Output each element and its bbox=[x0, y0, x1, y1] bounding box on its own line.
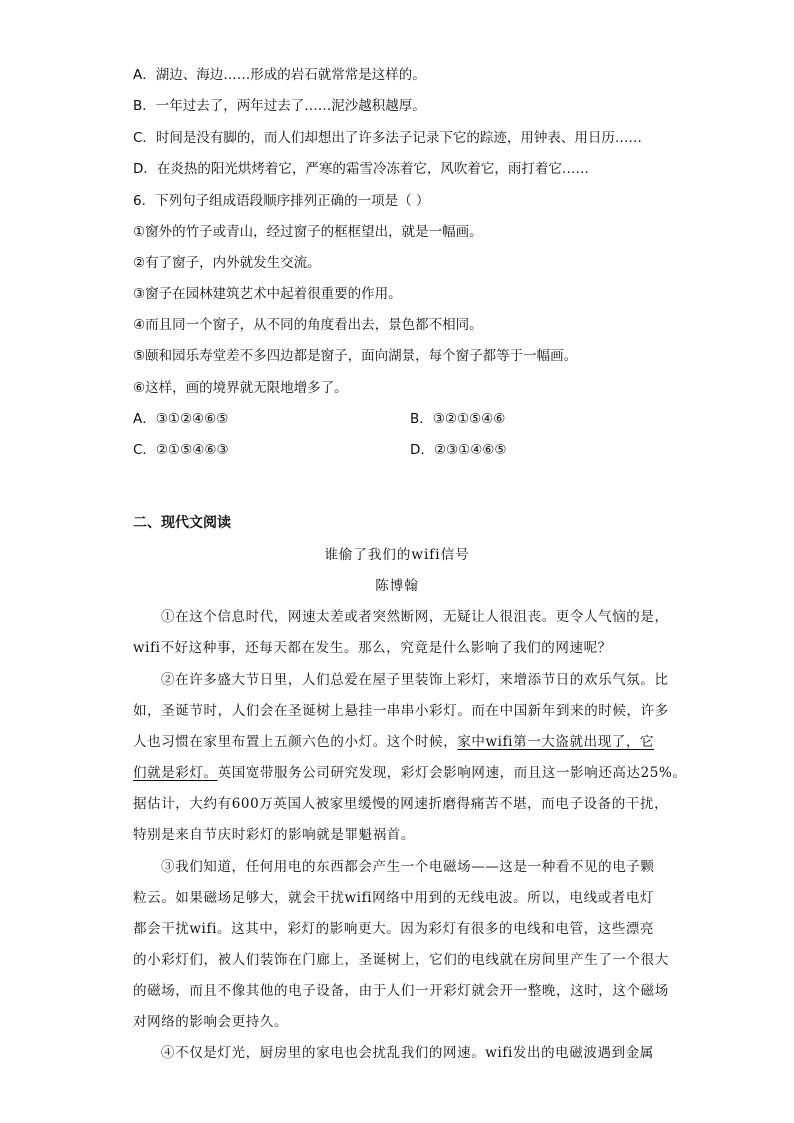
q5-option-c: C．时间是没有脚的，而人们却想出了许多法子记录下它的踪迹，用钟表、用日历…… bbox=[133, 130, 642, 146]
p2-underlined-2: 们就是彩灯。 bbox=[133, 765, 218, 781]
p2-line-4 bbox=[133, 763, 687, 783]
q6-sentence-1: ①窗外的竹子或青山，经过窗子的框框望出，就是一幅画。 bbox=[133, 224, 483, 240]
p3-line-1: ③我们知道，任何用电的东西都会产生一个电磁场——这是一种看不见的电子颗 bbox=[161, 859, 655, 875]
q6-option-d: D．②③①④⑥⑤ bbox=[410, 442, 507, 458]
p4-line-1: ④不仅是灯光，厨房里的家电也会扰乱我们的网速。wifi发出的电磁波遇到金属 bbox=[161, 1045, 654, 1061]
p2-line-5: 据估计，大约有600万英国人被家里缓慢的网速折磨得痛苦不堪，而电子设备的干扰， bbox=[133, 796, 669, 812]
q5-option-b: B．一年过去了，两年过去了……泥沙越积越厚。 bbox=[133, 98, 426, 114]
q6-sentence-3: ③窗子在园林建筑艺术中起着很重要的作用。 bbox=[133, 286, 402, 302]
q6-option-a: A．③①②④⑥⑤ bbox=[133, 411, 229, 427]
q6-sentence-5: ⑤颐和园乐寿堂差不多四边都是窗子，面向湖景，每个窗子都等于一幅画。 bbox=[133, 348, 578, 364]
p2-line-1: ②在许多盛大节日里，人们总爱在屋子里装饰上彩灯，来增添节日的欢乐气氛。比 bbox=[161, 672, 669, 688]
p3-line-2: 粒云。如果磁场足够大，就会干扰wifi网络中用到的无线电波。所以，电线或者电灯 bbox=[133, 890, 655, 906]
q6-stem: 6．下列句子组成语段顺序排列正确的一项是（ ） bbox=[133, 193, 430, 209]
q6-sentence-2: ②有了窗子，内外就发生交流。 bbox=[133, 255, 321, 271]
q6-option-b: B．③②①⑤④⑥ bbox=[410, 411, 506, 427]
p3-line-6: 对网络的影响会更持久。 bbox=[133, 1014, 289, 1030]
article-title: 谁偷了我们的wifi信号 bbox=[324, 547, 470, 563]
p3-line-5: 的磁场，而且不像其他的电子设备，由于人们一开彩灯就会开一整晚，这时，这个磁场 bbox=[133, 983, 669, 999]
p2-line-2: 如，圣诞节时，人们会在圣诞树上悬挂一串串小彩灯。而在中国新年到来的时候，许多 bbox=[133, 703, 669, 719]
p1-line-2: wifi不好这种事，还每天都在发生。那么，究竟是什么影响了我们的网速呢？ bbox=[133, 640, 612, 656]
p2-line-3-text: 人也习惯在家里布置上五颜六色的小灯。这个时候， bbox=[133, 734, 458, 750]
section-title: 二、现代文阅读 bbox=[133, 515, 231, 531]
p3-line-4: 的小彩灯们，被人们装饰在门廊上，圣诞树上，它们的电线就在房间里产生了一个很大 bbox=[133, 952, 669, 968]
q6-sentence-6: ⑥这样，画的境界就无限地增多了。 bbox=[133, 380, 348, 396]
p3-line-3: 都会干扰wifi。这其中，彩灯的影响更大。因为彩灯有很多的电线和电管，这些漂亮 bbox=[133, 921, 655, 937]
q6-option-c: C．②①⑤④⑥③ bbox=[133, 442, 229, 458]
p2-line-4-text: 英国宽带服务公司研究发现，彩灯会影响网速，而且这一影响还高达25%。 bbox=[217, 765, 687, 781]
q5-option-a: A．湖边、海边……形成的岩石就常常是这样的。 bbox=[133, 67, 426, 83]
q5-option-d: D．在炎热的阳光烘烤着它，严寒的霜雪冷冻着它，风吹着它，雨打着它…… bbox=[133, 161, 589, 177]
article-author: 陈博翰 bbox=[375, 578, 419, 594]
q6-sentence-4: ④而且同一个窗子，从不同的角度看出去，景色都不相同。 bbox=[133, 317, 483, 333]
p2-line-3 bbox=[133, 732, 654, 752]
p2-line-6: 特别是来自节庆时彩灯的影响就是罪魁祸首。 bbox=[133, 827, 415, 843]
p2-underlined-1: 家中wifi第一大盗就出现了，它 bbox=[457, 734, 655, 750]
p1-line-1: ①在这个信息时代，网速太差或者突然断网，无疑让人很沮丧。更令人气恼的是， bbox=[161, 609, 669, 625]
